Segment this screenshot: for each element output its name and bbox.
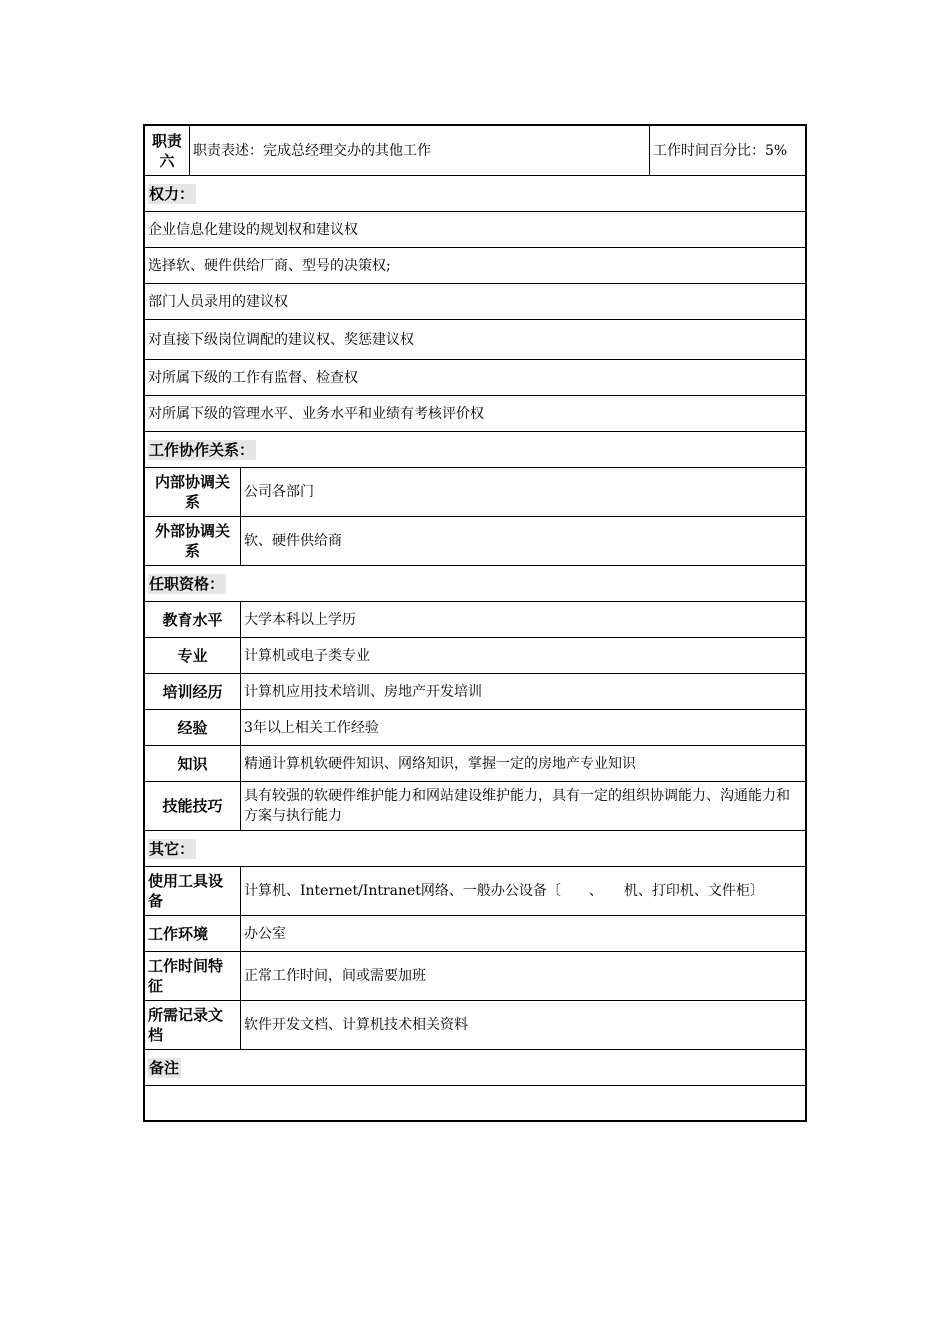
authority-item (145, 283, 805, 319)
other-title: 其它： (149, 839, 195, 858)
authority-item-text: 企业信息化建设的规划权和建议权 (148, 221, 358, 238)
qualification-label: 专业 (177, 646, 208, 665)
remarks-header-row (145, 1049, 805, 1085)
other-row (145, 1000, 805, 1049)
duty-label: 职责六 (151, 131, 182, 170)
other-label: 所需记录文档 (148, 1006, 224, 1044)
duty-row (145, 126, 805, 175)
qualification-value: 计算机或电子类专业 (240, 638, 805, 673)
authority-item-text: 对直接下级岗位调配的建议权、奖惩建议权 (148, 331, 414, 348)
cooperation-value: 公司各部门 (240, 468, 805, 516)
qualification-value: 精通计算机软硬件知识、网络知识，掌握一定的房地产专业知识 (240, 746, 805, 781)
cooperation-label: 外部协调关系 (154, 522, 230, 560)
qualification-value: 3年以上相关工作经验 (240, 710, 805, 745)
authority-item (145, 359, 805, 395)
qualification-label: 经验 (177, 718, 208, 737)
other-label: 工作时间特征 (148, 957, 224, 995)
qualification-value: 具有较强的软硬件维护能力和网站建设维护能力，具有一定的组织协调能力、沟通能力和方案与执行能力 (240, 782, 805, 830)
qualification-header-row (145, 565, 805, 601)
qualification-row (145, 673, 805, 709)
other-row (145, 951, 805, 1000)
authority-item (145, 211, 805, 247)
qualification-title: 任职资格： (149, 574, 225, 593)
other-row (145, 866, 805, 915)
cooperation-row (145, 516, 805, 565)
other-label: 工作环境 (148, 924, 209, 943)
cooperation-value: 软、硬件供给商 (240, 517, 805, 565)
other-label: 使用工具设备 (148, 872, 224, 910)
remarks-row (145, 1085, 805, 1120)
authority-item (145, 319, 805, 359)
qualification-label: 知识 (177, 754, 208, 773)
other-value: 正常工作时间，间或需要加班 (240, 952, 805, 1000)
qualification-label: 教育水平 (162, 610, 223, 629)
duty-time-share: 工作时间百分比：5% (649, 126, 805, 175)
remarks-content (145, 1086, 805, 1120)
duty-description: 职责表述：完成总经理交办的其他工作 (189, 126, 649, 175)
cooperation-row (145, 467, 805, 516)
authority-item (145, 395, 805, 431)
other-value: 软件开发文档、计算机技术相关资料 (240, 1001, 805, 1049)
authority-header-row (145, 175, 805, 211)
authority-item-text: 部门人员录用的建议权 (148, 293, 288, 310)
qualification-row (145, 637, 805, 673)
other-value: 计算机、Internet/Intranet网络、一般办公设备〔 、 机、打印机、文件柜〕 (240, 867, 805, 915)
authority-item-text: 对所属下级的工作有监督、检查权 (148, 369, 358, 386)
cooperation-header-row (145, 431, 805, 467)
remarks-title: 备注 (149, 1058, 180, 1077)
other-row (145, 915, 805, 951)
authority-item-text: 选择软、硬件供给厂商、型号的决策权; (148, 257, 391, 274)
cooperation-title: 工作协作关系： (149, 440, 255, 459)
qualification-row (145, 745, 805, 781)
other-value: 办公室 (240, 916, 805, 951)
qualification-label: 培训经历 (162, 682, 223, 701)
job-description-table (143, 124, 807, 1122)
authority-title: 权力： (149, 184, 195, 203)
authority-item (145, 247, 805, 283)
qualification-label: 技能技巧 (162, 797, 223, 815)
authority-item-text: 对所属下级的管理水平、业务水平和业绩有考核评价权 (148, 405, 484, 422)
qualification-row (145, 781, 805, 830)
cooperation-label: 内部协调关系 (154, 473, 230, 511)
qualification-value: 计算机应用技术培训、房地产开发培训 (240, 674, 805, 709)
qualification-row (145, 601, 805, 637)
qualification-value: 大学本科以上学历 (240, 602, 805, 637)
other-header-row (145, 830, 805, 866)
qualification-row (145, 709, 805, 745)
